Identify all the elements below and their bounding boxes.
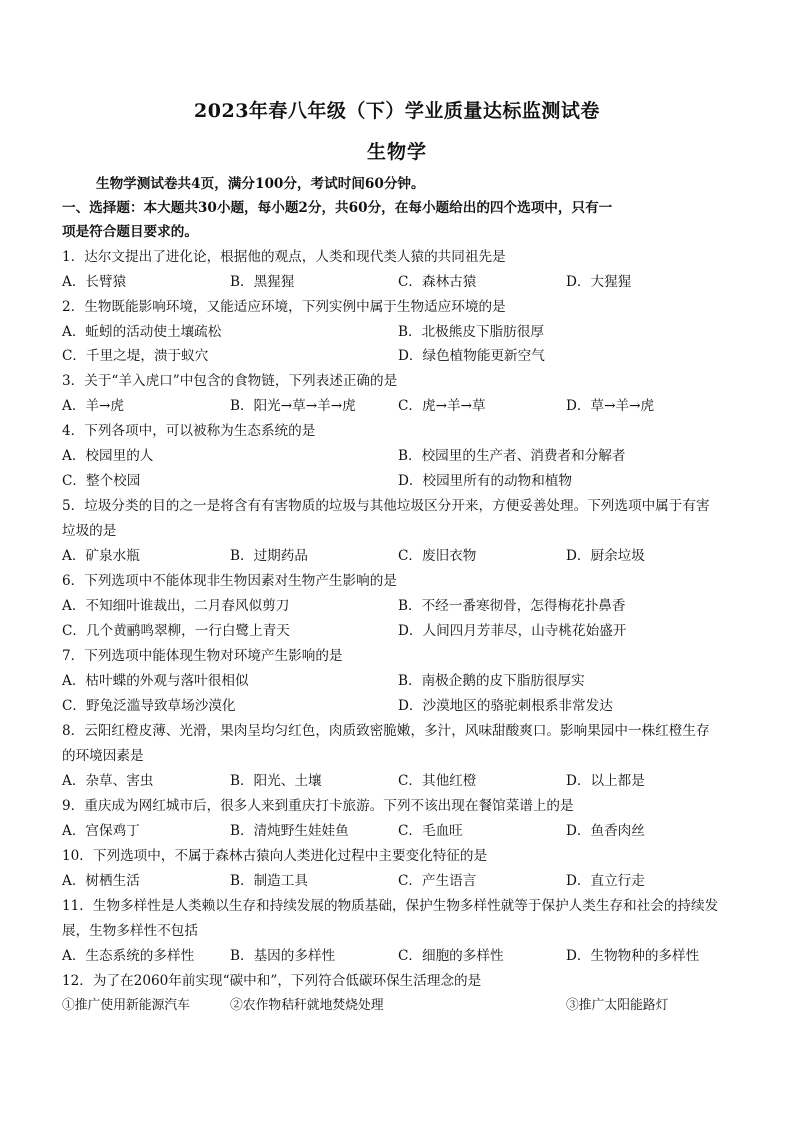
option: B．基因的多样性 — [230, 948, 336, 964]
subject-title: 生物学 — [366, 141, 427, 163]
option: B．校园里的生产者、消费者和分解者 — [398, 448, 626, 464]
question-stem: 12．为了在2060年前实现“碳中和”，下列符合低碳环保生活理念的是 — [62, 973, 482, 989]
option: B．黑猩猩 — [230, 274, 295, 290]
section-heading-cont: 项是符合题目要求的。 — [62, 224, 198, 240]
option: A．树栖生活 — [62, 873, 140, 889]
option: D．绿色植物能更新空气 — [398, 348, 545, 364]
option: D．以上都是 — [566, 773, 645, 789]
option: ②农作物秸秆就地焚烧处理 — [230, 998, 384, 1013]
question-stem: 3．关于“羊入虎口”中包含的食物链，下列表述正确的是 — [62, 373, 398, 389]
option: C．产生语言 — [398, 873, 477, 889]
question-stem: 1．达尔文提出了进化论，根据他的观点，人类和现代类人猿的共同祖先是 — [62, 249, 506, 265]
option: ③推广太阳能路灯 — [566, 998, 669, 1013]
option: C．几个黄鹂鸣翠柳，一行白鹭上青天 — [62, 623, 290, 639]
option: A．不知细叶谁裁出，二月春风似剪刀 — [62, 598, 290, 614]
option: ①推广使用新能源汽车 — [62, 998, 190, 1013]
option: B．阳光、土壤 — [230, 773, 322, 789]
option: C．虎→羊→草 — [398, 398, 486, 414]
question-stem: 10．下列选项中，不属于森林古猿向人类进化过程中主要变化特征的是 — [62, 848, 488, 864]
option: D．厨余垃圾 — [566, 548, 645, 564]
question-stem: 6．下列选项中不能体现非生物因素对生物产生影响的是 — [62, 573, 397, 589]
option: D．草→羊→虎 — [566, 398, 655, 414]
question-stem-cont: 的环境因素是 — [62, 748, 144, 764]
option: A．羊→虎 — [62, 398, 124, 414]
option: D．生物物种的多样性 — [566, 948, 700, 964]
option: A．宫保鸡丁 — [62, 823, 140, 839]
option: B．制造工具 — [230, 873, 308, 889]
option: B．阳光→草→羊→虎 — [230, 398, 356, 414]
option: A．校园里的人 — [62, 448, 154, 464]
section-heading: 一、选择题：本大题共30小题，每小题2分，共60分，在每小题给出的四个选项中，只有一 — [62, 200, 613, 216]
option: C．整个校园 — [62, 473, 141, 489]
question-stem: 7．下列选项中能体现生物对环境产生影响的是 — [62, 648, 343, 664]
option: D．沙漠地区的骆驼刺根系非常发达 — [398, 698, 613, 714]
option: C．细胞的多样性 — [398, 948, 504, 964]
question-stem: 8．云阳红橙皮薄、光滑，果肉呈均匀红色，肉质致密脆嫩，多汁，风味甜酸爽口。影响果园中一株红橙生存 — [62, 723, 710, 739]
option: C．森林古猿 — [398, 274, 477, 290]
option: C．千里之堤，溃于蚁穴 — [62, 348, 209, 364]
question-stem-cont: 垃圾的是 — [62, 523, 117, 539]
option: B．不经一番寒彻骨，怎得梅花扑鼻香 — [398, 598, 626, 614]
option: A．蚯蚓的活动使土壤疏松 — [62, 324, 222, 340]
option: D．直立行走 — [566, 873, 645, 889]
option: A．生态系统的多样性 — [62, 948, 195, 964]
option: D．人间四月芳菲尽，山寺桃花始盛开 — [398, 623, 627, 639]
option: A．杂草、害虫 — [62, 773, 154, 789]
question-stem: 11．生物多样性是人类赖以生存和持续发展的物质基础，保护生物多样性就等于保护人类生存和社会的持续发 — [62, 898, 719, 914]
option: B．清炖野生娃娃鱼 — [230, 823, 349, 839]
option: D．大猩猩 — [566, 274, 632, 290]
option: C．毛血旺 — [398, 823, 463, 839]
question-stem: 2．生物既能影响环境，又能适应环境，下列实例中属于生物适应环境的是 — [62, 299, 506, 315]
option: D．校园里所有的动物和植物 — [398, 473, 573, 489]
exam-title: 2023年春八年级（下）学业质量达标监测试卷 — [194, 100, 600, 122]
option: B．南极企鹅的皮下脂肪很厚实 — [398, 673, 585, 689]
question-stem-cont: 展，生物多样性不包括 — [62, 923, 198, 939]
option: B．北极熊皮下脂肪很厚 — [398, 324, 544, 340]
option: A．枯叶蝶的外观与落叶很相似 — [62, 673, 249, 689]
option: A．长臂猿 — [62, 274, 127, 290]
question-stem: 5．垃圾分类的目的之一是将含有有害物质的垃圾与其他垃圾区分开来，方便妥善处理。下列选项中属于有害 — [62, 498, 710, 514]
option: D．鱼香肉丝 — [566, 823, 645, 839]
option: C．野兔泛滥导致草场沙漠化 — [62, 698, 236, 714]
option: C．废旧衣物 — [398, 548, 477, 564]
exam-note: 生物学测试卷共4页，满分100分，考试时间60分钟。 — [96, 176, 425, 192]
option: A．矿泉水瓶 — [62, 548, 140, 564]
option: C．其他红橙 — [398, 773, 477, 789]
question-stem: 4．下列各项中，可以被称为生态系统的是 — [62, 423, 316, 439]
question-stem: 9．重庆成为网红城市后，很多人来到重庆打卡旅游。下列不该出现在餐馆菜谱上的是 — [62, 798, 574, 814]
option: B．过期药品 — [230, 548, 308, 564]
